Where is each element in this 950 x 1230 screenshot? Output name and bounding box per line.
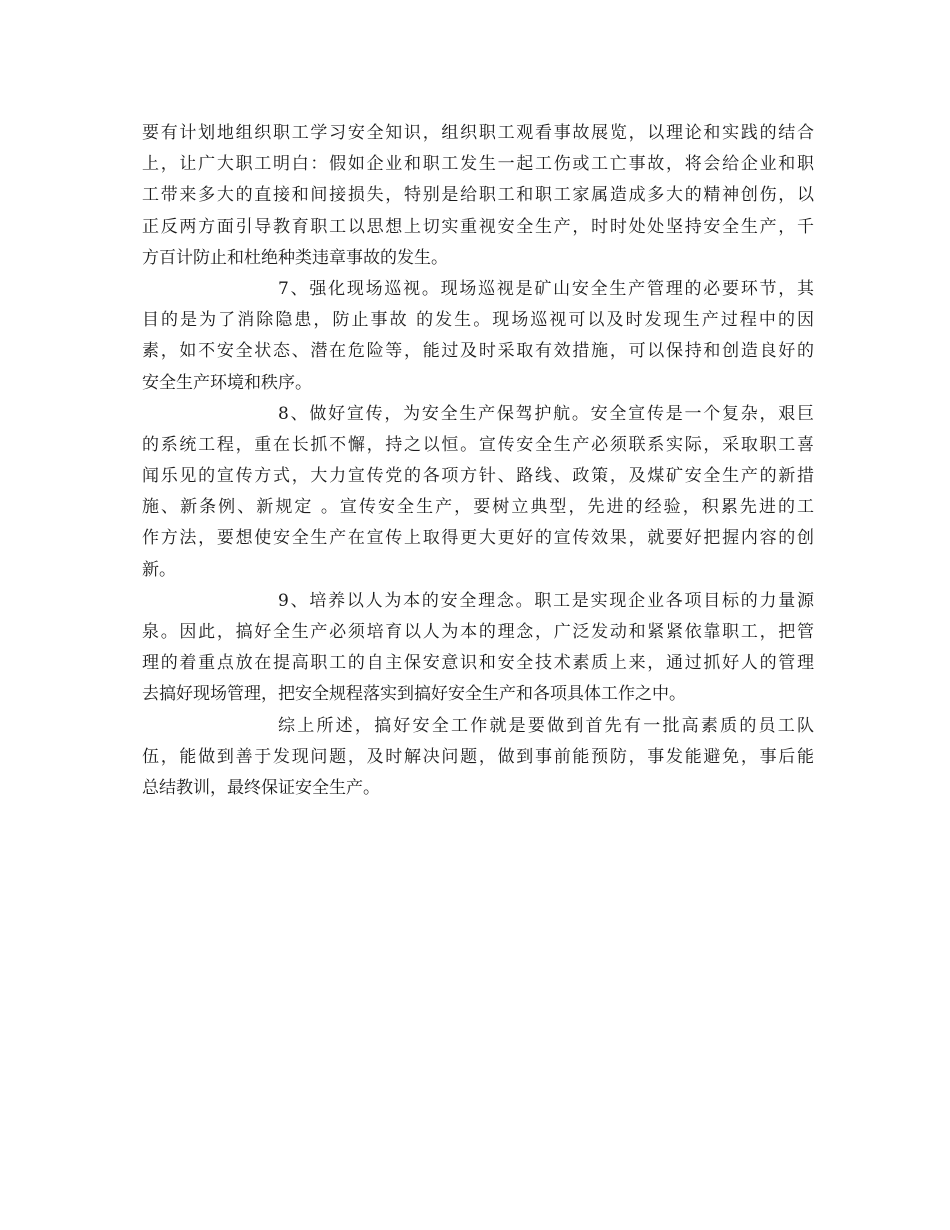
text-line: 素，如不安全状态、潜在危险等，能过及时采取有效措施，可以保持和创造良好的 <box>142 341 814 362</box>
text-line: 理的着重点放在提高职工的自主保安意识和安全技术素质上来，通过抓好人的管理 <box>142 653 814 674</box>
summary-heading-line: 综上所述，搞好安全工作就是要做到首先有一批高素质的员工队 <box>278 715 814 736</box>
document-body <box>142 118 814 804</box>
text-line: 闻乐见的宣传方式，大力宣传党的各项方针、路线、政策，及煤矿安全生产的新措 <box>142 466 814 487</box>
text-line: 要有计划地组织职工学习安全知识，组织职工观看事故展览，以理论和实践的结合 <box>142 123 814 143</box>
text-line: 伍，能做到善于发现问题，及时解决问题，做到事前能预防，事发能避免，事后能 <box>142 746 814 767</box>
text-line: 正反两方面引导教育职工以思想上切实重视安全生产，时时处处坚持安全生产，千 <box>142 216 814 237</box>
text-line: 上，让广大职工明白：假如企业和职工发生一起工伤或工亡事故，将会给企业和职 <box>142 154 814 175</box>
section-7-heading-line: 7、强化现场巡视。现场巡视是矿山安全生产管理的必要环节，其 <box>278 278 814 299</box>
text-line: 工带来多大的直接和间接损失，特别是给职工和职工家属造成多大的精神创伤，以 <box>142 185 814 206</box>
text-line: 新。 <box>142 559 176 580</box>
section-9-heading-line: 9、培养以人为本的安全理念。职工是实现企业各项目标的力量源 <box>278 590 814 611</box>
text-line: 施、新条例、新规定 。宣传安全生产，要树立典型，先进的经验，积累先进的工 <box>142 497 814 518</box>
text-line: 总结教训，最终保证安全生产。 <box>142 777 380 798</box>
text-line: 方百计防止和杜绝种类违章事故的发生。 <box>142 247 448 268</box>
section-8-heading-line: 8、做好宣传，为安全生产保驾护航。安全宣传是一个复杂，艰巨 <box>278 403 814 424</box>
text-line: 泉。因此，搞好全生产必须培育以人为本的理念，广泛发动和紧紧依靠职工，把管 <box>142 622 814 642</box>
text-line: 去搞好现场管理，把安全规程落实到搞好安全生产和各项具体工作之中。 <box>142 684 686 705</box>
text-line: 安全生产环境和秩序。 <box>142 372 312 393</box>
text-line: 作方法，要想使安全生产在宣传上取得更大更好的宣传效果，就要好把握内容的创 <box>142 528 814 549</box>
text-line: 目的是为了消除隐患，防止事故 的发生。现场巡视可以及时发现生产过程中的因 <box>142 310 814 331</box>
text-line: 的系统工程，重在长抓不懈，持之以恒。宣传安全生产必须联系实际，采取职工喜 <box>142 434 814 455</box>
